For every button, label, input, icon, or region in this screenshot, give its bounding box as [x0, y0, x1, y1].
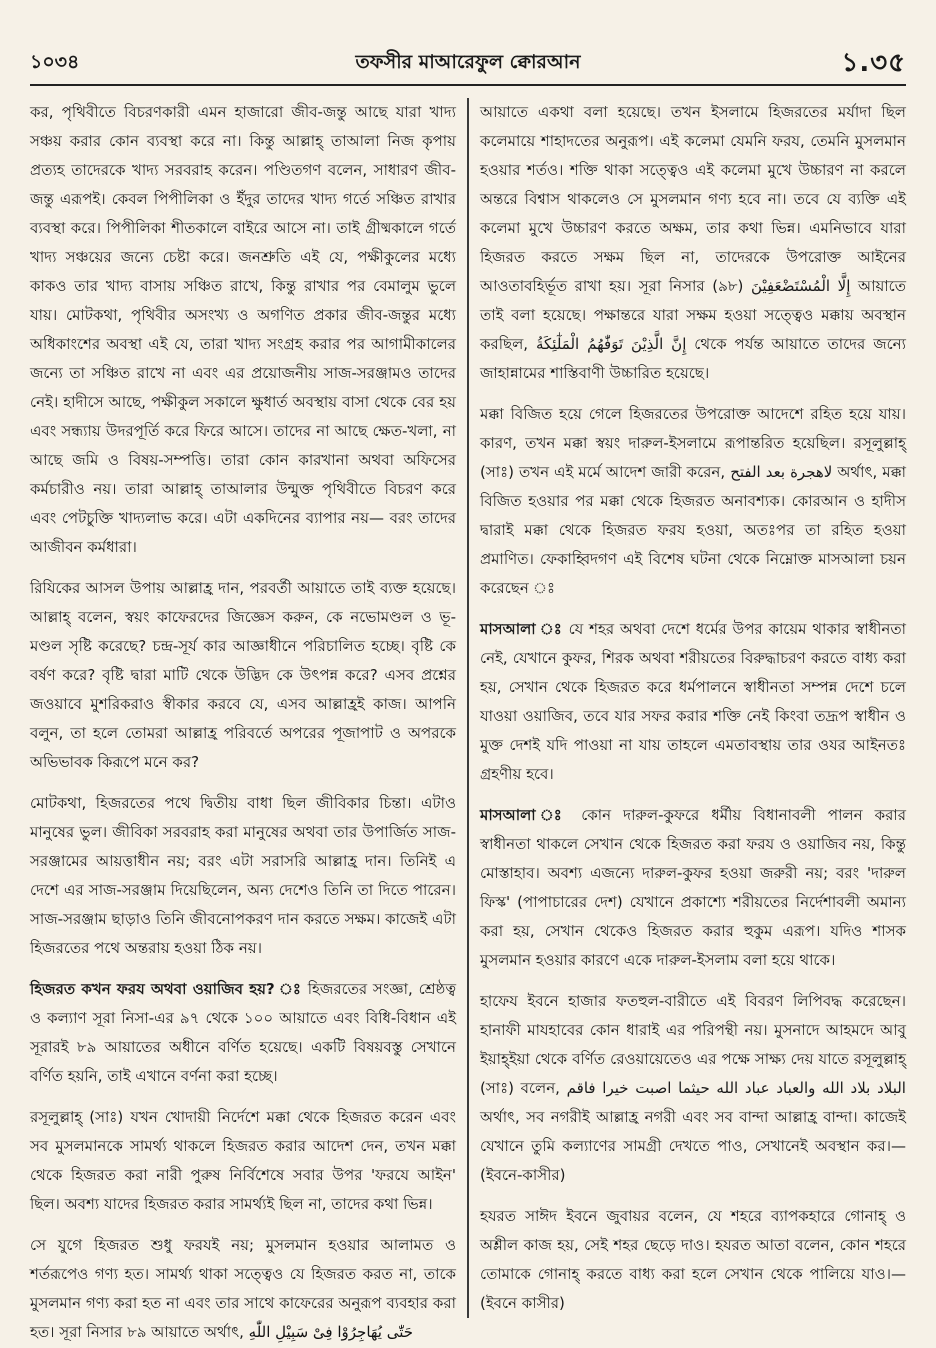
paragraph-text: হিজরতের সংজ্ঞা, শ্রেষ্ঠত্ব ও কল্যাণ সূরা নিসা-এর ৯৭ থেকে ১০০ আয়াতে এবং বিধি-বিধান এই সূরারই ৮৯ আয়াতের অধীনে বর্ণিত হয়েছে। একটি বিষয়বস্তু সেখানে বর্ণিত হয়নি, তাই এখানে বর্ণনা করা হচ্ছে।	[30, 980, 456, 1085]
paragraph	[480, 1202, 906, 1318]
paragraph	[30, 975, 456, 1091]
paragraph	[30, 98, 456, 562]
paragraph-text: কর, পৃথিবীতে বিচরণকারী এমন হাজারো জীব-জন্তু আছে যারা খাদ্য সঞ্চয় করার কোন ব্যবস্থা করে না। কিন্তু আল্লাহ্ তাআলা নিজ কৃপায় প্রত্যহ তাদেরকে খাদ্য সরবরাহ করেন। পণ্ডিতগণ বলেন, সাধারণ জীব-জন্তু এরূপই। কেবল পিপীলিকা ও ইঁদুর তাদের খাদ্য গর্তে সঞ্চিত রাখার ব্যবস্থা করে। পিপীলিকা শীতকালে বাইরে আসে না। তাই গ্রীষ্মকালে গর্তে খাদ্য সঞ্চয়ের জন্যে চেষ্টা করে। জনশ্রুতি এই যে, পক্ষীকুলের মধ্যে কাকও তার খাদ্য বাসায় সঞ্চিত রাখে, কিন্তু রাখার পর বেমালুম ভুলে যায়। মোটকথা, পৃথিবীর অসংখ্য ও অগণিত প্রকার জীব-জন্তুর মধ্যে অধিকাংশের অবস্থা এই যে, তারা খাদ্য সংগ্রহ করার পর আগামীকালের জন্যে তা সঞ্চিত রাখে না এবং এর প্রয়োজনীয় সাজ-সরঞ্জামও তাদের নেই। হাদীসে আছে, পক্ষীকুল সকালে ক্ষুধার্ত অবস্থায় বাসা থেকে বের হয় এবং সন্ধ্যায় উদরপূর্তি করে ফিরে আসে। তাদের না আছে ক্ষেত-খলা, না আছে জমি ও বিষয়-সম্পত্তি। তারা কোন কারখানা অথবা অফিসের কর্মচারীও নয়। তারা আল্লাহ্ তাআলার উন্মুক্ত পৃথিবীতে বিচরণ করে এবং পেটচুক্তি খাদ্যলাভ করে। এটা একদিনের ব্যাপার নয়— বরং তাদের আজীবন কর্মধারা।	[30, 103, 456, 556]
page-header	[30, 40, 906, 86]
page-number: ১০৩৪	[30, 51, 80, 73]
paragraph	[480, 987, 906, 1190]
paragraph	[30, 1231, 456, 1347]
paragraph-text: কোন দারুল-কুফরে ধর্মীয় বিধানাবলী পালন করার স্বাধীনতা থাকলে সেখান থেকে হিজরত করা ফরয ও ওয়াজিব নয়, কিন্তু মোস্তাহাব। অবশ্য এজন্যে দারুল-কুফর হওয়া জরুরী নয়; বরং 'দারুল ফিস্ক' (পাপাচারের দেশ) যেখানে প্রকাশ্যে শরীয়তের নির্দেশাবলী অমান্য করা হয়, সেখান থেকেও হিজরত করার হুকুম এরূপ। যদিও শাসক মুসলমান হওয়ার কারণে একে দারুল-ইসলাম বলা হয়ে থাকে।	[479, 806, 906, 969]
paragraph	[480, 801, 906, 975]
text-columns	[30, 98, 906, 1341]
paragraph-text: আয়াতে একথা বলা হয়েছে। তখন ইসলামে হিজরতের মর্যাদা ছিল কলেমায়ে শাহাদতের অনুরূপ। এই কলেমা যেমনি ফরয, তেমনি মুসলমান হওয়ার শর্তও। শক্তি থাকা সত্ত্বেও এই কলেমা মুখে উচ্চারণ না করলে অন্তরে বিশ্বাস থাকলেও সে মুসলমান গণ্য হবে না। তবে যে ব্যক্তি এই কলেমা মুখে উচ্চারণ করতে অক্ষম, তার কথা ভিন্ন। এমনিভাবে যারা হিজরত করতে সক্ষম ছিল না, তাদেরকে উপরোক্ত আইনের আওতাবহির্ভূত রাখা হয়। সূরা নিসার (৯৮) إِلَّا الْمُسْتَضْعَفِيْنَ আয়াতে তাই বলা হয়েছে। পক্ষান্তরে যারা সক্ষম হওয়া সত্ত্বেও মক্কায় অবস্থান করছিল, إِنَّ الَّذِيْنَ تَوَفّٰهُمُ الْمَلٰٓئِكَةُ থেকে পর্যন্ত আয়াতে তাদের জন্যে জাহান্নামের শাস্তিবাণী উচ্চারিত হয়েছে।	[479, 103, 906, 382]
paragraph	[30, 574, 456, 777]
paragraph-heading: মাসআলা ঃ	[479, 806, 570, 824]
paragraph-text: যে শহর অথবা দেশে ধর্মের উপর কায়েম থাকার স্বাধীনতা নেই, যেখানে কুফর, শিরক অথবা শরীয়তের বিরুদ্ধাচরণ করতে বাধ্য করা হয়, সেখান থেকে হিজরত করে ধর্মপালনে স্বাধীনতা সম্পন্ন দেশে চলে যাওয়া ওয়াজিব, তবে যার সফর করার শক্তি নেই কিংবা তদ্রূপ স্বাধীন ও মুক্ত দেশই যদি পাওয়া না যায় তাহলে এমতাবস্থায় তার ওযর আইনতঃ গ্রহণীয় হবে।	[479, 620, 906, 783]
column-divider	[467, 98, 469, 1318]
paragraph	[480, 98, 906, 388]
paragraph-text: রিযিকের আসল উপায় আল্লাহ্র দান, পরবর্তী আয়াতে তাই ব্যক্ত হয়েছে। আল্লাহ্ বলেন, স্বয়ং কাফেরদের জিজ্ঞেস করুন, কে নভোমণ্ডল ও ভূ-মণ্ডল সৃষ্টি করেছে? চন্দ্র-সূর্য কার আজ্ঞাধীনে পরিচালিত হচ্ছে। বৃষ্টি কে বর্ষণ করে? বৃষ্টি দ্বারা মাটি থেকে উদ্ভিদ কে উৎপন্ন করে? এসব প্রশ্নের জওয়াবে মুশরিকরাও স্বীকার করবে যে, এসব আল্লাহ্রই কাজ। আপনি বলুন, তা হলে তোমরা আল্লাহ্র পরিবর্তে অপরের পূজাপাট ও অপরকে অভিভাবক কিরূপে মনে কর?	[30, 579, 456, 771]
paragraph-text: মক্কা বিজিত হয়ে গেলে হিজরতের উপরোক্ত আদেশে রহিত হয়ে যায়। কারণ, তখন মক্কা স্বয়ং দারুল-ইসলামে রূপান্তরিত হয়েছিল। রসূলুল্লাহ্ (সাঃ) তখন এই মর্মে আদেশ জারী করেন, لاهجرة بعد الفتح অর্থাৎ, মক্কা বিজিত হওয়ার পর মক্কা থেকে হিজরত অনাবশ্যক। কোরআন ও হাদীস দ্বারাই মক্কা থেকে হিজরত ফরয হওয়া, অতঃপর তা রহিত হওয়া প্রমাণিত। ফেকাহ্বিদগণ এই বিশেষ ঘটনা থেকে নিম্নোক্ত মাসআলা চয়ন করেছেন ঃ	[479, 405, 906, 597]
paragraph-heading: মাসআলা ঃ	[479, 620, 563, 638]
arabic-quote: حَتّٰى يُهَاجِرُوْا فِىْ سَبِيْلِ اللّٰهِ	[248, 1323, 414, 1341]
right-column	[470, 98, 906, 1318]
paragraph-text: সে যুগে হিজরত শুধু ফরযই নয়; মুসলমান হওয়ার আলামত ও শর্তরূপেও গণ্য হত। সামর্থ্য থাকা সত্ত্বেও যে হিজরত করত না, তাকে মুসলমান গণ্য করা হত না এবং তার সাথে কাফেরের অনুরূপ ব্যবহার করা হত। সূরা নিসার ৮৯ আয়াতে অর্থাৎ,	[30, 1236, 456, 1341]
paragraph	[480, 400, 906, 603]
paragraph	[480, 615, 906, 789]
paragraph-heading: হিজরত কখন ফরয অথবা ওয়াজিব হয়? ঃ	[30, 980, 302, 998]
left-column	[30, 98, 466, 1341]
running-title: তফসীর মাআরেফুল ক্বোরআন	[355, 51, 581, 73]
paragraph-text: মোটকথা, হিজরতের পথে দ্বিতীয় বাধা ছিল জীবিকার চিন্তা। এটাও মানুষের ভুল। জীবিকা সরবরাহ করা মানুষের অথবা তার উপার্জিত সাজ-সরঞ্জামের আয়ত্তাধীন নয়; বরং এটা সরাসরি আল্লাহ্র দান। তিনিই এ দেশে এর সাজ-সরঞ্জাম দিয়েছিলেন, অন্য দেশেও তিনি তা দিতে পারেন। সাজ-সরঞ্জাম ছাড়াও তিনি জীবনোপকরণ দান করতে সক্ষম। কাজেই এটা হিজরতের পথে অন্তরায় হওয়া ঠিক নয়।	[30, 794, 456, 957]
paragraph	[30, 1103, 456, 1219]
paragraph-text: হাফেয ইবনে হাজার ফতহুল-বারীতে এই বিবরণ লিপিবদ্ধ করেছেন। হানাফী মাযহাবের কোন ধারাই এর পরিপন্থী নয়। মুসনাদে আহমদে আবু ইয়াহ্ইয়া থেকে বর্ণিত রেওয়ায়েতেও এর পক্ষে সাক্ষ্য দেয় যাতে রসূলুল্লাহ্ (সাঃ) বলেন, البلاد بلاد الله والعباد عباد الله حيثما اصبت خيرا فاقم অর্থাৎ, সব নগরীই আল্লাহ্র নগরী এবং সব বান্দা আল্লাহ্র বান্দা। কাজেই যেখানে তুমি কল্যাণের সামগ্রী দেখতে পাও, সেখানেই অবস্থান কর।—(ইবনে-কাসীর)	[479, 992, 906, 1184]
paragraph-text: হযরত সাঈদ ইবনে জুবায়র বলেন, যে শহরে ব্যাপকহারে গোনাহ্ ও অশ্লীল কাজ হয়, সেই শহর ছেড়ে দাও। হযরত আতা বলেন, কোন শহরে তোমাকে গোনাহ্ করতে বাধ্য করা হলে সেখান থেকে পালিয়ে যাও।—(ইবনে কাসীর)	[479, 1207, 906, 1312]
paragraph-text: রসূলুল্লাহ্ (সাঃ) যখন খোদায়ী নির্দেশে মক্কা থেকে হিজরত করেন এবং সব মুসলমানকে সামর্থ্য থাকলে হিজরত করার আদেশ দেন, তখন মক্কা থেকে হিজরত করা নারী পুরুষ নির্বিশেষে সবার উপর 'ফরযে আইন' ছিল। অবশ্য যাদের হিজরত করার সামর্থ্যই ছিল না, তাদের কথা ভিন্ন।	[30, 1108, 456, 1213]
margin-label: ১.৩৫	[841, 48, 906, 78]
paragraph	[30, 789, 456, 963]
